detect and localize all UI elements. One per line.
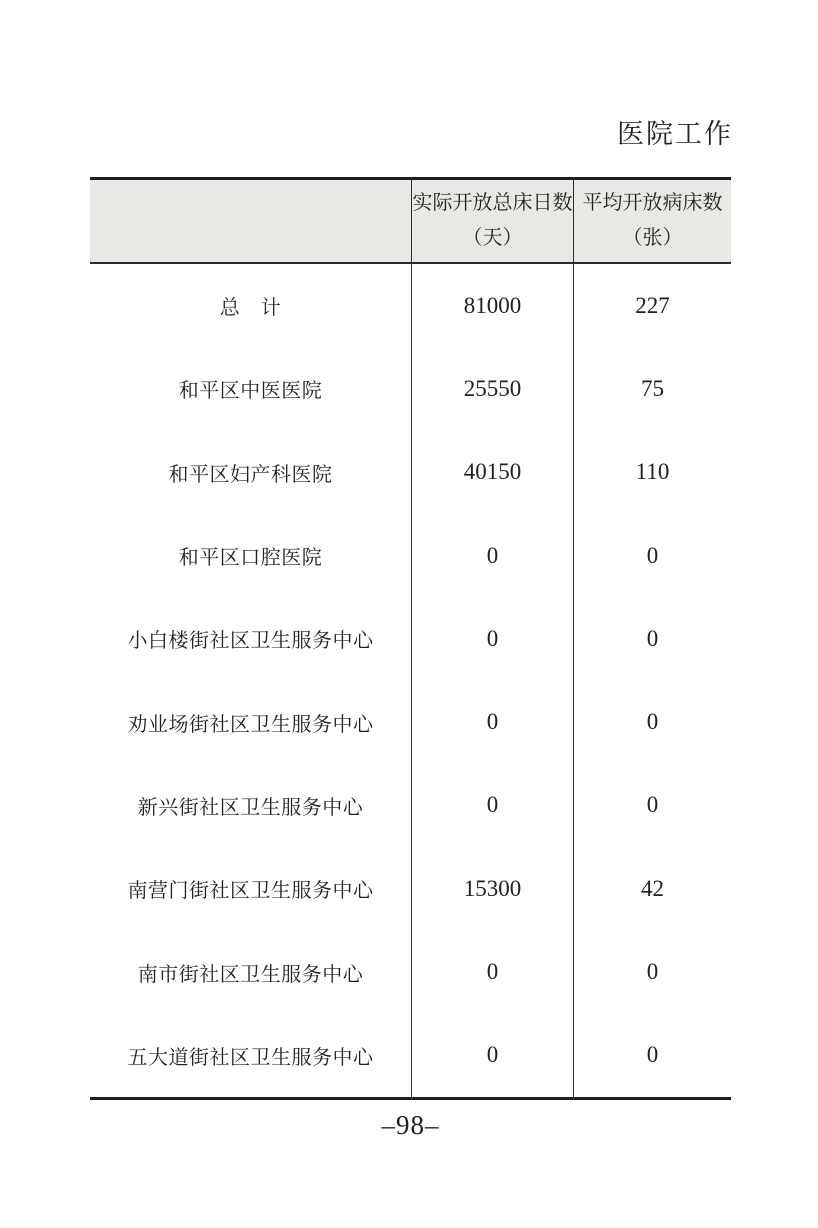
cell-avg-beds: 0 [573,514,731,597]
table-row-total [90,264,731,347]
header-cell-blank [90,180,411,262]
row-label: 五大道街社区卫生服务中心 [127,1046,374,1069]
cell-avg-beds: 0 [573,764,731,847]
table-row [90,1014,731,1097]
table-row [90,431,731,514]
row-label: 总 计 [219,297,282,320]
table-row [90,597,731,680]
row-label: 小白楼街社区卫生服务中心 [127,630,374,653]
cell-avg-beds: 0 [573,597,731,680]
header-bed-days-line1: 实际开放总床日数 [412,192,573,214]
cell-avg-beds: 110 [573,431,731,514]
cell-avg-beds: 227 [573,264,731,347]
table-row [90,514,731,597]
cell-bed-days: 0 [411,764,573,847]
header-avg-beds-line2: （张） [622,227,683,249]
cell-bed-days: 0 [411,597,573,680]
cell-avg-beds: 75 [573,347,731,430]
header-bed-days-line2: （天） [462,227,523,249]
cell-bed-days: 40150 [411,431,573,514]
cell-bed-days: 25550 [411,347,573,430]
row-label: 和平区口腔医院 [178,547,323,570]
hospital-bed-statistics-table [90,177,731,1100]
row-label: 新兴街社区卫生服务中心 [137,796,364,819]
row-label: 和平区妇产科医院 [168,463,333,486]
page-title: 医院工作 [617,119,733,149]
cell-bed-days: 0 [411,930,573,1013]
cell-avg-beds: 42 [573,847,731,930]
cell-bed-days: 0 [411,514,573,597]
header-cell-avg-beds [573,180,731,262]
cell-avg-beds: 0 [573,680,731,763]
table-row [90,680,731,763]
header-avg-beds-line1: 平均开放病床数 [582,192,723,214]
cell-avg-beds: 0 [573,1014,731,1097]
cell-avg-beds: 0 [573,930,731,1013]
table-row [90,930,731,1013]
header-cell-bed-days [411,180,573,262]
table-row [90,347,731,430]
table-row [90,764,731,847]
page-number: –98– [381,1110,440,1140]
row-label: 劝业场街社区卫生服务中心 [127,713,374,736]
cell-bed-days: 0 [411,680,573,763]
cell-bed-days: 81000 [411,264,573,347]
table-header-row [90,180,731,264]
table-row [90,847,731,930]
row-label: 南市街社区卫生服务中心 [137,963,364,986]
cell-bed-days: 0 [411,1014,573,1097]
row-label: 和平区中医医院 [178,380,323,403]
row-label: 南营门街社区卫生服务中心 [127,880,374,903]
cell-bed-days: 15300 [411,847,573,930]
